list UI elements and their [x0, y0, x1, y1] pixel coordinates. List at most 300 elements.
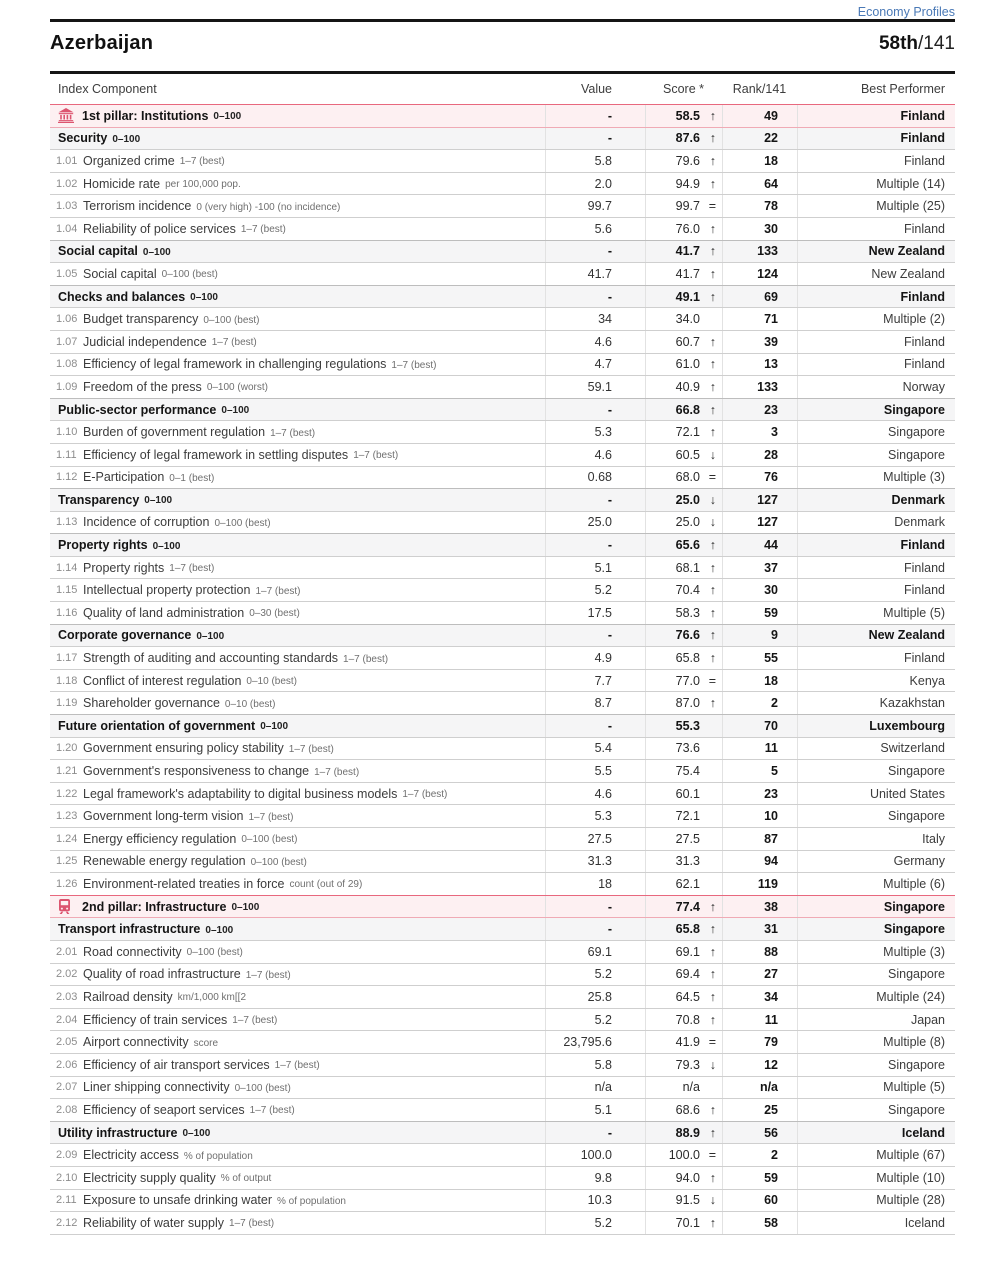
best-performer-cell: Multiple (28)	[797, 1190, 955, 1212]
indicator-number: 2.05	[56, 1036, 78, 1049]
score-value: 70.4	[675, 583, 700, 598]
index-component-cell	[50, 1080, 545, 1094]
best-performer-cell: Kazakhstan	[797, 692, 955, 714]
rank-cell: 37	[722, 557, 797, 579]
indicator-label: Freedom of the press	[83, 379, 202, 394]
score-cell	[645, 376, 722, 398]
indicator-number: 2.12	[56, 1216, 78, 1229]
index-component-cell	[50, 1148, 545, 1162]
score-cell	[645, 579, 722, 601]
value-cell: 18	[545, 873, 645, 895]
indicator-row	[50, 940, 955, 963]
index-component-cell	[50, 741, 545, 755]
indicator-row	[50, 1189, 955, 1212]
trend-up-icon: ↑	[709, 221, 716, 236]
indicator-label: Conflict of interest regulation	[83, 673, 242, 688]
trend-up-icon: ↑	[709, 1215, 716, 1230]
indicator-row	[50, 511, 955, 534]
indicator-number: 2.08	[56, 1103, 78, 1116]
col-header-value: Value	[580, 82, 612, 96]
score-cell	[645, 1190, 722, 1212]
score-cell	[645, 354, 722, 376]
indicator-row	[50, 443, 955, 466]
trend-up-icon: ↑	[709, 1102, 716, 1117]
best-performer-cell: Kenya	[797, 670, 955, 692]
rank-cell: 78	[722, 195, 797, 217]
indicator-unit: 0–100	[205, 924, 234, 936]
score-cell	[645, 1212, 722, 1234]
value-cell: -	[545, 399, 645, 421]
index-component-cell	[50, 470, 545, 484]
score-value: 69.1	[675, 944, 700, 959]
indicator-label: Burden of government regulation	[83, 425, 266, 440]
index-component-cell	[50, 222, 545, 236]
best-performer-cell: Finland	[797, 218, 955, 240]
indicator-label: Government long-term vision	[83, 809, 244, 824]
pillar-row	[50, 104, 955, 127]
indicator-label: Transparency	[58, 492, 140, 507]
rank-cell: 58	[722, 1212, 797, 1234]
score-cell	[645, 534, 722, 556]
indicator-label: Airport connectivity	[83, 1035, 189, 1050]
rank-cell: 119	[722, 873, 797, 895]
score-value: 76.6	[675, 628, 700, 643]
rank-cell: 39	[722, 331, 797, 353]
index-component-cell	[50, 899, 545, 914]
score-cell	[645, 421, 722, 443]
indicator-unit: per 100,000 pop.	[165, 179, 241, 191]
indicator-label: Transport infrastructure	[58, 922, 201, 937]
indicator-row	[50, 850, 955, 873]
trend-up-icon: ↑	[709, 967, 716, 982]
indicator-unit: 0 (very high) -100 (no incidence)	[196, 201, 341, 213]
indicator-label: E-Participation	[83, 470, 165, 485]
score-value: 60.5	[675, 447, 700, 462]
indicator-row	[50, 1008, 955, 1031]
indicator-label: Reliability of police services	[83, 221, 236, 236]
rank-cell: 11	[722, 738, 797, 760]
indicator-row	[50, 194, 955, 217]
index-component-cell	[50, 154, 545, 168]
indicator-label: Renewable energy regulation	[83, 854, 246, 869]
indicator-label: Quality of road infrastructure	[83, 967, 241, 982]
rank-cell: 87	[722, 828, 797, 850]
value-cell: 5.2	[545, 1212, 645, 1234]
indicator-number: 1.17	[56, 652, 78, 665]
value-cell: -	[545, 241, 645, 263]
indicator-unit: 0–100	[182, 1128, 211, 1140]
best-performer-cell: Multiple (6)	[797, 873, 955, 895]
value-cell: 5.8	[545, 1054, 645, 1076]
trend-up-icon: ↑	[709, 402, 716, 417]
value-cell: 7.7	[545, 670, 645, 692]
indicator-unit: 1–7 (best)	[270, 427, 316, 439]
index-component-cell	[50, 945, 545, 959]
score-value: 88.9	[675, 1125, 700, 1140]
indicator-unit: 0–100	[144, 495, 173, 507]
indicator-row	[50, 782, 955, 805]
indicator-row	[50, 963, 955, 986]
indicator-number: 2.11	[56, 1194, 77, 1207]
best-performer-cell: Multiple (67)	[797, 1144, 955, 1166]
best-performer-cell: Denmark	[797, 512, 955, 534]
index-component-cell	[50, 990, 545, 1004]
rank-cell: 69	[722, 286, 797, 308]
value-cell: 31.3	[545, 851, 645, 873]
score-cell	[645, 647, 722, 669]
indicator-unit: 0–100 (best)	[250, 856, 307, 868]
value-cell: n/a	[545, 1077, 645, 1099]
indicator-label: Electricity supply quality	[83, 1170, 216, 1185]
rank-cell: 127	[722, 512, 797, 534]
score-value: 41.7	[675, 244, 700, 259]
indicator-unit: 0–100	[221, 405, 250, 417]
rank-cell: 44	[722, 534, 797, 556]
score-cell	[645, 173, 722, 195]
rank-cell: 5	[722, 760, 797, 782]
indicator-label: Incidence of corruption	[83, 515, 210, 530]
best-performer-cell: Singapore	[797, 805, 955, 827]
indicator-unit: 0–100	[231, 902, 260, 914]
score-value: 99.7	[675, 199, 700, 214]
index-component-cell	[50, 1013, 545, 1027]
trend-up-icon: ↑	[709, 899, 716, 914]
best-performer-cell: Multiple (24)	[797, 986, 955, 1008]
section-row	[50, 285, 955, 308]
rank-cell: 11	[722, 1009, 797, 1031]
col-header-best-performer: Best Performer	[860, 82, 945, 96]
indicator-row	[50, 1098, 955, 1121]
indicator-label: Social capital	[83, 266, 157, 281]
best-performer-cell: Singapore	[797, 1054, 955, 1076]
trend-up-icon: ↑	[709, 1125, 716, 1140]
score-cell	[645, 738, 722, 760]
score-value: 94.9	[675, 176, 700, 191]
index-component-cell	[50, 1216, 545, 1230]
indicator-unit: 0–10 (best)	[246, 676, 298, 688]
indicator-row	[50, 804, 955, 827]
indicator-unit: 0–100 (best)	[214, 517, 271, 529]
best-performer-cell: Finland	[797, 557, 955, 579]
trend-up-icon: ↑	[709, 244, 716, 259]
indicator-label: Checks and balances	[58, 289, 186, 304]
index-component-cell	[50, 403, 545, 417]
value-cell: 25.0	[545, 512, 645, 534]
overall-rank	[879, 33, 955, 55]
indicator-row	[50, 307, 955, 330]
economy-profiles-link[interactable]: Economy Profiles	[857, 5, 955, 19]
index-component-cell	[50, 877, 545, 891]
indicator-number: 1.03	[56, 200, 78, 213]
trend-up-icon: ↑	[709, 289, 716, 304]
rank-cell: 59	[722, 1167, 797, 1189]
score-value: 65.8	[675, 922, 700, 937]
score-cell	[645, 896, 722, 918]
indicator-number: 1.12	[56, 471, 78, 484]
score-value: 94.0	[675, 1170, 700, 1185]
best-performer-cell: Finland	[797, 150, 955, 172]
score-value: 79.3	[675, 1057, 700, 1072]
score-cell	[645, 557, 722, 579]
trend-up-icon: ↑	[709, 357, 716, 372]
trend-eq-icon: =	[708, 1035, 716, 1050]
rank-cell: 59	[722, 602, 797, 624]
score-cell	[645, 760, 722, 782]
indicator-label: Efficiency of air transport services	[83, 1057, 270, 1072]
indicator-unit: score	[193, 1037, 219, 1049]
trend-eq-icon: =	[708, 1148, 716, 1163]
page-title: Azerbaijan	[50, 32, 154, 54]
best-performer-cell: Multiple (5)	[797, 1077, 955, 1099]
score-cell	[645, 489, 722, 511]
index-component-cell	[50, 583, 545, 597]
rank-cell: 34	[722, 986, 797, 1008]
score-value: 60.7	[675, 334, 700, 349]
indicator-label: Environment-related treaties in force	[83, 876, 285, 891]
score-value: 66.8	[675, 402, 700, 417]
rank-cell: 2	[722, 692, 797, 714]
indicator-row	[50, 1030, 955, 1053]
value-cell: 9.8	[545, 1167, 645, 1189]
indicator-label: Budget transparency	[83, 312, 199, 327]
value-cell: 4.7	[545, 354, 645, 376]
index-component-cell	[50, 425, 545, 439]
index-component-cell	[50, 719, 545, 733]
indicator-number: 1.11	[56, 448, 77, 461]
value-cell: 4.9	[545, 647, 645, 669]
trend-up-icon: ↑	[709, 108, 716, 123]
index-component-cell	[50, 809, 545, 823]
best-performer-cell: New Zealand	[797, 625, 955, 647]
indicator-unit: 0–100 (worst)	[206, 382, 268, 394]
trend-down-icon: ↓	[709, 515, 716, 530]
score-cell	[645, 195, 722, 217]
score-value: 76.0	[675, 221, 700, 236]
index-component-cell	[50, 1126, 545, 1140]
index-component-cell	[50, 764, 545, 778]
trend-up-icon: ↑	[709, 628, 716, 643]
score-value: 69.4	[675, 967, 700, 982]
top-nav	[50, 0, 955, 17]
value-cell: -	[545, 128, 645, 150]
index-component-cell	[50, 493, 545, 507]
trend-up-icon: ↑	[709, 1012, 716, 1027]
indicator-unit: 1–7 (best)	[169, 563, 215, 575]
best-performer-cell: New Zealand	[797, 263, 955, 285]
trend-eq-icon: =	[708, 673, 716, 688]
score-cell	[645, 467, 722, 489]
trend-up-icon: ↑	[709, 266, 716, 281]
value-cell: 59.1	[545, 376, 645, 398]
indicator-label: Judicial independence	[83, 334, 207, 349]
indicator-number: 1.04	[56, 222, 78, 235]
best-performer-cell: Italy	[797, 828, 955, 850]
index-component-cell	[50, 290, 545, 304]
indicator-unit: 0–100 (best)	[203, 314, 260, 326]
best-performer-cell: Finland	[797, 647, 955, 669]
score-value: 62.1	[675, 876, 700, 891]
indicator-unit: 0–30 (best)	[249, 608, 300, 620]
section-row	[50, 127, 955, 150]
indicator-label: Property rights	[58, 538, 148, 553]
score-value: 60.1	[675, 786, 700, 801]
indicator-unit: 1–7 (best)	[288, 743, 334, 755]
indicator-label: Efficiency of legal framework in challenging regulations	[83, 357, 387, 372]
score-cell	[645, 128, 722, 150]
score-value: 68.1	[675, 560, 700, 575]
rank-cell: 55	[722, 647, 797, 669]
score-cell	[645, 1077, 722, 1099]
indicator-number: 1.26	[56, 877, 78, 890]
best-performer-cell: Singapore	[797, 964, 955, 986]
indicator-row	[50, 172, 955, 195]
indicator-row	[50, 1211, 955, 1234]
best-performer-cell: Finland	[797, 128, 955, 150]
score-cell	[645, 715, 722, 737]
indicator-row	[50, 669, 955, 692]
indicator-label: Shareholder governance	[83, 696, 220, 711]
indicator-number: 1.07	[56, 335, 78, 348]
indicator-unit: 0–1 (best)	[169, 472, 215, 484]
index-component-cell	[50, 1171, 545, 1185]
value-cell: -	[545, 1122, 645, 1144]
indicator-number: 1.20	[56, 742, 78, 755]
indicator-label: Homicide rate	[83, 176, 161, 191]
index-component-cell	[50, 335, 545, 349]
best-performer-cell: Singapore	[797, 399, 955, 421]
indicator-number: 2.10	[56, 1171, 78, 1184]
score-value: 72.1	[675, 425, 700, 440]
trend-down-icon: ↓	[709, 1057, 716, 1072]
indicator-number: 2.06	[56, 1058, 78, 1071]
value-cell: 34	[545, 308, 645, 330]
score-value: 68.0	[675, 470, 700, 485]
rank-cell: 18	[722, 150, 797, 172]
score-cell	[645, 918, 722, 940]
index-component-cell	[50, 787, 545, 801]
index-component-cell	[50, 448, 545, 462]
index-component-cell	[50, 515, 545, 529]
section-row	[50, 488, 955, 511]
score-cell	[645, 1054, 722, 1076]
indicator-number: 1.23	[56, 810, 78, 823]
indicator-row	[50, 827, 955, 850]
value-cell: 25.8	[545, 986, 645, 1008]
section-row	[50, 240, 955, 263]
value-cell: 5.6	[545, 218, 645, 240]
index-component-cell	[50, 854, 545, 868]
indicator-row	[50, 1143, 955, 1166]
indicator-number: 1.16	[56, 606, 78, 619]
value-cell: 5.1	[545, 557, 645, 579]
score-value: 77.4	[675, 899, 700, 914]
value-cell: 5.3	[545, 421, 645, 443]
economy-profile-page	[50, 0, 955, 1235]
score-cell	[645, 783, 722, 805]
value-cell: 5.2	[545, 964, 645, 986]
best-performer-cell: Multiple (8)	[797, 1031, 955, 1053]
score-value: 73.6	[675, 741, 700, 756]
indicator-label: Electricity access	[83, 1148, 179, 1163]
value-cell: -	[545, 715, 645, 737]
index-component-cell	[50, 1058, 545, 1072]
rank-cell: 30	[722, 218, 797, 240]
best-performer-cell: Singapore	[797, 896, 955, 918]
trend-eq-icon: =	[708, 470, 716, 485]
index-component-cell	[50, 922, 545, 936]
trend-up-icon: ↑	[709, 153, 716, 168]
table-body	[50, 104, 955, 1235]
rank-cell: 60	[722, 1190, 797, 1212]
trend-up-icon: ↑	[709, 425, 716, 440]
value-cell: 5.2	[545, 1009, 645, 1031]
indicator-unit: 0–100	[190, 292, 218, 304]
table-header-row	[50, 74, 955, 104]
value-cell: 69.1	[545, 941, 645, 963]
indicator-label: Future orientation of government	[58, 718, 256, 733]
pillar-row	[50, 895, 955, 918]
indicator-unit: 1–7 (best)	[249, 1105, 295, 1117]
rank-cell: 27	[722, 964, 797, 986]
trend-up-icon: ↑	[709, 605, 716, 620]
indicator-unit: 1–7 (best)	[255, 585, 301, 597]
section-row	[50, 398, 955, 421]
indicator-number: 2.02	[56, 968, 78, 981]
rank-cell: 49	[722, 105, 797, 127]
indicator-row	[50, 353, 955, 376]
trend-up-icon: ↑	[709, 176, 716, 191]
indicator-number: 1.19	[56, 697, 78, 710]
indicator-label: Exposure to unsafe drinking water	[83, 1193, 272, 1208]
score-value: 75.4	[675, 764, 700, 779]
score-cell	[645, 444, 722, 466]
score-value: 87.6	[675, 131, 700, 146]
indicator-row	[50, 330, 955, 353]
rank-cell: 56	[722, 1122, 797, 1144]
index-component-cell	[50, 131, 545, 145]
rank-cell: 124	[722, 263, 797, 285]
score-cell	[645, 1099, 722, 1121]
value-cell: 5.1	[545, 1099, 645, 1121]
score-cell	[645, 986, 722, 1008]
section-row	[50, 1121, 955, 1144]
score-cell	[645, 1167, 722, 1189]
indicator-unit: % of output	[220, 1173, 272, 1185]
score-cell	[645, 692, 722, 714]
value-cell: 5.4	[545, 738, 645, 760]
score-value: 27.5	[675, 831, 700, 846]
score-value: 40.9	[675, 379, 700, 394]
trend-up-icon: ↑	[709, 651, 716, 666]
index-component-cell	[50, 538, 545, 552]
bank-icon	[58, 108, 75, 123]
trend-up-icon: ↑	[709, 538, 716, 553]
indicator-number: 2.09	[56, 1149, 78, 1162]
indicator-label: Road connectivity	[83, 944, 182, 959]
indicator-row	[50, 646, 955, 669]
indicator-unit: 1–7 (best)	[179, 156, 225, 168]
trend-down-icon: ↓	[709, 1193, 716, 1208]
indicator-unit: 1–7 (best)	[391, 359, 437, 371]
best-performer-cell: Singapore	[797, 421, 955, 443]
indicator-number: 1.01	[56, 154, 78, 167]
value-cell: 4.6	[545, 783, 645, 805]
indicator-label: Corporate governance	[58, 628, 192, 643]
section-row	[50, 533, 955, 556]
section-row	[50, 714, 955, 737]
best-performer-cell: Iceland	[797, 1212, 955, 1234]
indicator-label: Efficiency of seaport services	[83, 1102, 245, 1117]
